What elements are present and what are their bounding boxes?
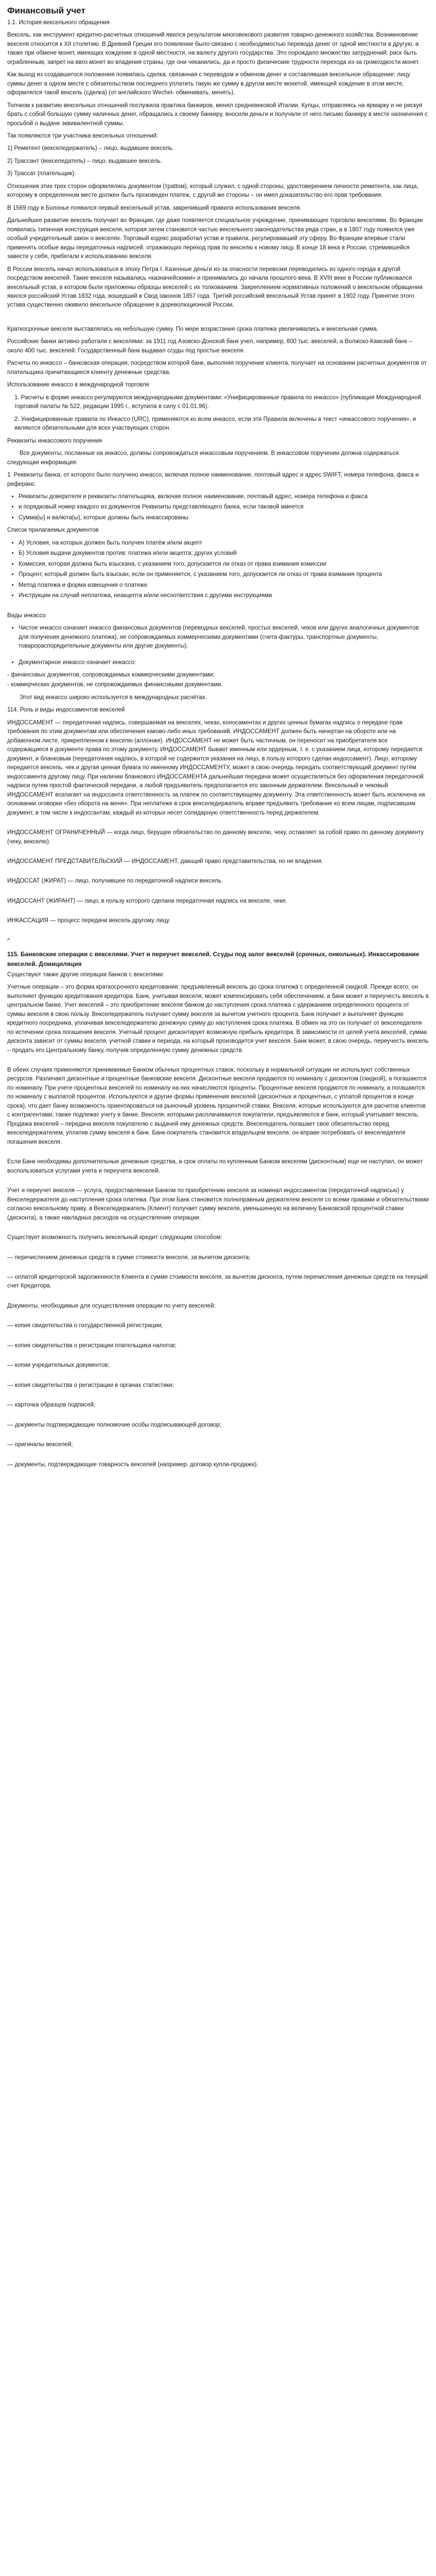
paragraph: Если Банк необходимы дополнительные денежные средства, а срок оплаты по купленным Банком векселям (дисконтным) еще не наступил, он может воспользоваться услугами учета и переучета векселей. (7, 1159, 423, 1174)
spacer (7, 870, 429, 877)
paragraph: 114. Роль и виды индоссаментов векселей (7, 707, 125, 714)
list-item: — документы, подтверждающие товарность векселей (например, договор купли-продажи). (7, 1461, 258, 1468)
list-item: • Комиссия, которая должна быть взыскана, с указанием того, допускается ли отказ от права взимания комиссии (19, 560, 429, 569)
paragraph: Документы, необходимые для осуществления операции по учету векселей: (7, 1302, 216, 1309)
spacer (7, 821, 429, 828)
list-item: — копия свидетельства о регистрации плательщика налогов; (7, 1342, 177, 1349)
paragraph: В обеих случаях применяются принимаемые Банком обычных процентных ставок, поскольку в нормальной ситуации не используют собственных ресурсов. Различают дисконтные и процентные банковские векселя. Дисконтные векселя продаются по номиналу с дисконтом (скидкой), а погашаются по номиналу. При учете процентных векселей по номиналу на них начисляются проценты. Процентные векселя продаются по номиналу, а погашаются по номиналу с выплатой процентов. Используются и другие формы применения векселей (дисконтных и процентных, с уплатой процентов в конце срока), что дает банку возможность ориентироваться на рыночный уровень процентной ставки. Векселя, которые используются для расчетов клиентов с контрагентами, также подлежат учету в банке. Векселя, которыми расплачиваются покупатели, предъявляются в банк, который учитывает вексель. Продажа векселей – передача векселя покупателю с выдачей ему денежных средств. Векселедатель погашает свое обязательство перед векселедержателем, уплатив сумму векселя в банк. Банк-покупатель становится владельцем векселя, он вправе потребовать от векселедателя погашения векселя. (7, 1067, 427, 1145)
list-item: • Метод платежа и форма извещения о платеже (19, 581, 429, 590)
paragraph: Краткосрочные векселя выставлялись на небольшую сумму. По мере возрастания срока платежа увеличивались и вексельная сумма. (7, 326, 379, 332)
paragraph: ИНДОССАМЕНТ ОГРАНИЧЕННЫЙ — когда лицо, берущее обязательство по данному векселю, чеку, оставляет за собой право по данному документу (чеку, векселю). (7, 829, 424, 845)
spacer (7, 604, 429, 612)
list-item: • Процент, который должен быть взыскан, если он применяется, с указанием того, допускается ли отказ от права взимания процента (19, 570, 429, 579)
paragraph: Этот вид инкассо широко используется в международных расчётах. (20, 694, 207, 701)
paragraph: Виды инкассо (7, 612, 46, 619)
paragraph: ИНКАССАЦИЯ — процесс передачи вексель другому лицу. (7, 918, 170, 924)
paragraph: ИНДОССАТ (ЖИРАТ) — лицо, получившее по передаточной надписи вексель. (7, 878, 223, 885)
spacer (7, 314, 429, 325)
section-heading: 115. Банковские операции с векселями. Учет и переучет векселей. Ссуды под залог векселей (срочных, онкольных). Инкассирование векселей. Домициляция (7, 951, 420, 968)
paragraph: Дальнейшее развитие вексель получает во Франции, где даже появляется специальное учреждение, принимающее торговлю векселями. Во Франции появилась типичная конструкция векселя, которая затем становится частью вексельного законодательства ряда стран, а в 1807 году появился уже особый учредительный закон о векселях. Торговый кодекс разработал устав и правила, регулировавший эту сферу. Во Франции впервые стали применять особые виды передаточных надписей, отражающих переход прав по векселю к новому лицу. В конце 18 века в России, стремившейся завести у себя, прибегали к использованию векселя. (7, 217, 423, 260)
caret-mark: ^ (7, 937, 10, 944)
paragraph: ИНДОССАНТ (ЖИРАНТ) — лицо, в пользу которого сделана передаточная надпись на векселе, чеке. (7, 897, 288, 904)
list-item: • Инструкции на случай неплатежа, неакцепта и/или несоответствия с другими инструкциями (19, 591, 429, 600)
paragraph: Список прилагаемых документов (7, 527, 99, 534)
spacer (7, 850, 429, 857)
spacer (7, 1314, 429, 1321)
spacer (7, 1295, 429, 1302)
list-item: • Сумма(ы) и валюта(ы), которые должны быть инкассированы (19, 514, 429, 522)
spacer (7, 1059, 429, 1066)
paragraph: ИНДОССАМЕНТ ПРЕДСТАВИТЕЛЬСКИЙ — ИНДОССАМЕНТ, дающий право представительства, но не владения. (7, 858, 323, 865)
list-item: — копия свидетельства о регистрации в органах статистики; (7, 1382, 175, 1388)
spacer (7, 1266, 429, 1273)
list-item: • Реквизиты доверителя и реквизиты плательщика, включая полное наименование, почтовый адрес, номера телефона и факса (19, 493, 429, 501)
spacer (7, 1150, 429, 1158)
paragraph: Использование инкассо в международной торговле (7, 382, 150, 388)
list-item: — документы подтверждающие полномочие особы подписывающей договор; (7, 1421, 222, 1428)
paragraph: В России вексель начал использоваться в эпоху Петра I. Казенные деньги из-за опасности перевозки переводились из одного города в другой посредством векселей. Такие векселя назывались «казначейскими» и принимались до начала прошлого века. В XVIII веке в России публиковался вексельный устав, в котором были приложены образцы векселей с их толкованием. Закреплением нормативных положений о вексельном обращении явился российский Устав 1832 года, вошедший в Свод законов 1857 года. Третий российский вексельный Устав принят в 1902 году. Принятие этого устава существенно оживило вексельное обращение в дореволюционной России. (7, 266, 423, 309)
list-item: • и порядковый номер каждого из документов Реквизиты представляющего банка, если таковой имеется (19, 503, 429, 512)
list-item: - коммерческих документов, не сопровождаемых финансовыми документами. (7, 682, 223, 688)
list-item: • Б) Условия выдачи документов против: платежа и/или акцепта; других условий (19, 549, 429, 558)
paragraph: Расчеты по инкассо – банковская операция, посредством которой банк, выполняя поручение клиента, получает на основании расчетных документов от плательщика причитающиеся клиенту денежные средства. (7, 360, 427, 376)
list-item: 1. Расчеты в форме инкассо регулируются международными документами: «Унифицированные правила по инкассо» (публикация Международной торговой палаты № 522, редакции 1995 г., вступила в силу с 01.01.96). (14, 394, 421, 410)
list-item: — оплатой кредиторской задолженности Клиента в сумме стоимости векселя, за вычетом дисконта, путем перечисления денежных средств на текущий счет Кредитора. (7, 1274, 428, 1290)
steps-list (7, 394, 429, 433)
spacer (7, 1246, 429, 1253)
spacer (7, 909, 429, 917)
paragraph: 1. Реквизиты банка, от которого было получено инкассо, включая полное наименование, почтовый адрес и адрес SWIFT, номера телефона, факса и реферанс. (7, 472, 419, 487)
paragraph: Учетные операции – это форма краткосрочного кредитования: предъявленный вексель до срока платежа с определенной скидкой. Прежде всего, он выполняет функцию кредитования кредитора. Банк, учитывая векселя, может компенсировать себя обеспечением, а банк может и переучесть вексель в центральном банке. Учет векселей – это приобретение векселя банком до наступления срока платежа с удержанием определенного процента от суммы векселя в свою пользу. Векселедержатель получает сумму векселя за вычетом учетного процента. Банк получает и выполняет функцию кредитного посредника, уплачивая векселедержателю денежную сумму до наступления срока платежа. В обмен на это он получает от векселедателя по истечении срока погашения векселя. Учетный процент дисконтирует возможную прибыль кредитора. В зависимости от целей учета векселей, сумма дисконта зависит от суммы векселя, учетной ставки и периода, на который производится учет векселя. Банк может, в свою очередь, переучесть вексель – продать его Центральному банку, получив определенную сумму денежных средств. (7, 984, 429, 1054)
list-item: - финансовых документов, сопровождаемых коммерческими документами; (7, 672, 215, 679)
spacer (7, 1354, 429, 1361)
list-item: — перечислением денежных средств в сумме стоимости векселя, за вычетом дисконта; (7, 1254, 251, 1261)
list-item: • А) Условия, на которых должен быть получен платёж и/или акцепт (19, 539, 429, 548)
participants-list (7, 144, 429, 178)
paragraph: Российские банки активно работали с векселями: за 1911 год Азовско-Донской банк учел, например, 600 тыс. векселей, а Волжско-Камский банк – около 400 тыс. векселей. Государственный банк выдавал ссуды под простые векселя. (7, 338, 412, 354)
spacer (7, 929, 429, 937)
paragraph: Так появляются три участника вексельных отношений: (7, 132, 159, 139)
list-item: — карточка образцов подписей; (7, 1402, 96, 1409)
kinds-list (7, 624, 429, 667)
spacer (7, 1414, 429, 1421)
paragraph: Все документы, посланные на инкассо, должны сопровождаться инкассовым поручением. В инкассовом поручении должна содержаться следующая информация: (7, 450, 399, 466)
list-item: • Документарное инкассо означает инкассо: (19, 658, 429, 667)
page-title: Финансовый учет (7, 6, 85, 15)
spacer (7, 1394, 429, 1401)
paragraph: Реквизиты инкассового поручения (7, 437, 102, 444)
spacer (7, 1226, 429, 1233)
paragraph: Отношения этих трех сторон оформлялись документом (трattoм), который служил, с одной стороны, удостоверением личности ремитента, как лица, которому в определенном месте должен быть произведен платеж, с другой же стороны – он имел доказательство его прав требования. (7, 183, 418, 199)
requisites-list (7, 493, 429, 522)
paragraph: Как выход из создавшегося положения появилась сделка, связанная с переводом и обменом денег и составлявшая вексельное обращение: лицу суммы денег в одном месте с обязательством последнего уплатить такую же сумму в другом месте монетой, имеющей хождение в этом месте, оформлялся такой вексель (сделка) (от английского Wechel- обменивать, менять). (7, 72, 410, 96)
list-item: 3) Трассат (плательщик). (7, 171, 76, 177)
paragraph: Существует возможность получить вексельный кредит следующим способом: (7, 1234, 222, 1241)
spacer (7, 1433, 429, 1440)
conditions-list (7, 539, 429, 601)
paragraph: ИНДОССАМЕНТ — передаточная надпись, совершаемая на векселях, чеках, коносаментах и других ценных бумагах надпись о передаче прав требования по этим документам или обеспечения каково-либо иных требований. ИНДОССАМЕНТ должен быть начертан на обороте или на добавочном листе, прикрепленном к векселю (аллонже). ИНДОССАМЕНТ не может быть частичным, он переносит на приобретателя все содержащиеся в документе права по этому документу. ИНДОССАМЕНТ бывает именным или ордерным, т. е. с указанием лица, которому передается документ, и бланковым (передаточная надпись, в которой не содержится указания на лицо, в пользу которого сделан индоссамент). Лицо, которому передается вексель, чек и другая ценная бумага по именному ИНДОССАМЕНТУ, может в свою очередь передать соответствующий документ путём индоссамента другому лицу. При наличии бланкового ИНДОССАМЕНТА дальнейшая передача может осуществляться без оформления передаточной надписи путем простой фактической передачи, а любой предъявитель предполагается его законным держателем. Вексельный и чековый ИНДОССАМЕНТ возлагает на индоссанта ответственность за платеж по соответствующему документу. Эта ответственность может быть исключена на основании оговорки «без оборота на меня». При неплатеже в срок векселедержатель вправе предъявить требование ко всем лицам, подписавшим документ, в том числе к индоссантам, каждый из которых несет солидарную ответственность перед держателем. (7, 719, 425, 816)
paragraph: Существуют также другие операции банков с векселями: (7, 971, 165, 978)
paragraph: Учет и переучет векселя — услуга, предоставляемая Банком по приобретению векселя за номинал индоссаментом (передаточной надписью) у Векселедержателя до наступления срока платежа. При этом Банк становится полноправным держателем векселя со всеми правами и обязательствами согласно вексельному праву, а Векселедержатель (Клиент) получает сумму векселя, уменьшенную на величину Банковской процентной ставки (дисконта), а также накладных расходов на осуществление операции. (7, 1188, 429, 1221)
spacer (7, 890, 429, 897)
list-item: 2) Трассант (векселедатель) – лицо, выдавшее вексель. (7, 158, 162, 164)
paragraph: Толчком к развитию вексельных отношений послужила практика банкиров, менял средневековой Италии. Купцы, отправляясь на ярмарку и не рискуя брать с собой большую сумму наличных денег, обращались к своему банкиру, вносили деньги и получали от него письмо банкиру в месте назначения с просьбой о выдаче эквивалентной суммы. (7, 102, 428, 127)
spacer (7, 1374, 429, 1381)
paragraph: Вексель, как инструмент кредитно-расчетных отношений явился результатом многовекового развития товарно-денежного хозяйства. Возникновение векселя относится к XII столетию. В Древней Греции его появление было связано с необходимостью перевода денег от одной местности в другую, а также при обмене монет, имеющих хождение в одной местности, на валюту другого государства. Это порождало множество затруднений: риск быть ограбленным, запрет на ввоз монет во владения страны, где они чеканились, да и просто физические трудности перехода из-за громоздкости монет. (7, 32, 420, 65)
list-item: 1) Ремитент (векселедержатель) – лицо, выдавшее вексель. (7, 145, 174, 152)
spacer (7, 1453, 429, 1461)
paragraph: В 1569 году в Болонье появился первый вексельный устав, закрепивший правила использования векселя. (7, 205, 302, 211)
list-item: • Чистое инкассо означает инкассо финансовых документов (переводных векселей, простых векселей, чеков или других аналогичных документов для получения денежного платежа), не сопровождаемых коммерческими документами (счета-фактуры, транспортные документы, товарораспорядительные документы или другие документы). (19, 624, 429, 651)
list-item: — копия свидетельства о государственной регистрации; (7, 1323, 163, 1329)
section-heading: 1.1. История вексельного обращения (7, 19, 110, 26)
spacer (7, 1334, 429, 1342)
list-item: — оригиналы векселей; (7, 1442, 73, 1448)
spacer (7, 1179, 429, 1187)
list-item: 2. Унифицированные правила по Инкассо (URC), применяются ко всем инкассо, если эти Правила включены в текст «инкассового поручения», и являются обязательными для всех участвующих сторон. (14, 416, 416, 432)
list-item: — копии учредительных документов; (7, 1362, 110, 1369)
